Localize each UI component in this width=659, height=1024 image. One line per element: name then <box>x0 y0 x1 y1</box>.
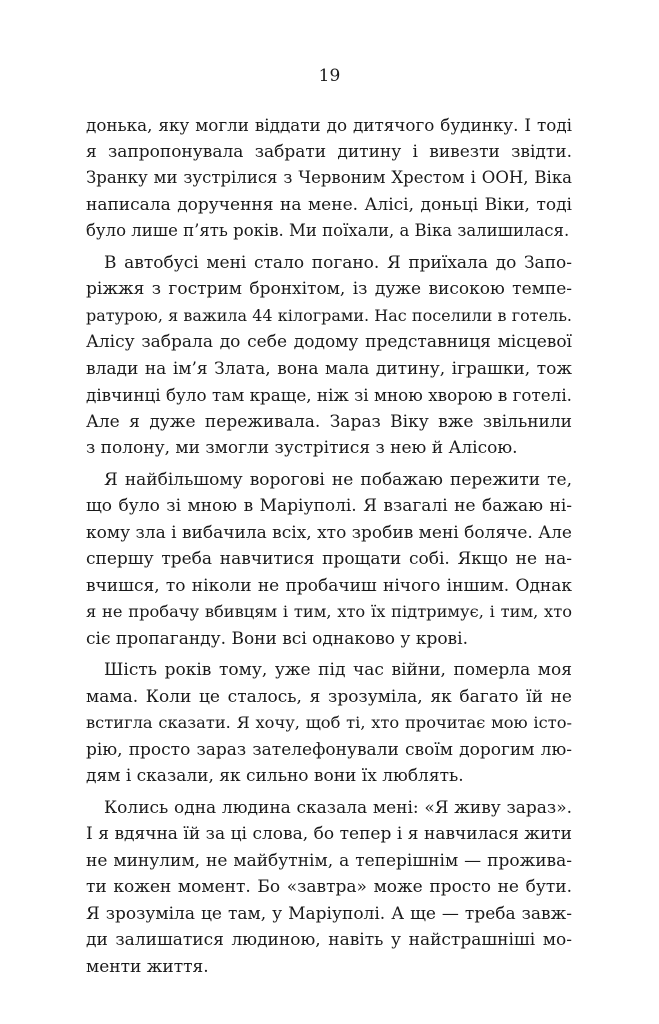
text-line: ріжжя з гострим бронхітом, із дуже високою темпе- <box>86 279 572 299</box>
text-line: з полону, ми змогли зустрітися з нею й Алісою. <box>86 438 518 458</box>
text-line: рію, просто зараз зателефонували своїм дорогим лю- <box>86 739 572 760</box>
body-text <box>86 112 572 980</box>
text-line: кому зла і вибачила всіх, хто зробив мені боляче. Але <box>86 522 572 543</box>
text-line: вчишся, то ніколи не пробачиш нічого іншим. Однак <box>86 575 572 596</box>
page-number: 19 <box>318 66 341 86</box>
text-line: не минулим, не майбутнім, а теперішнім — прожива- <box>86 850 572 871</box>
text-line: Я зрозуміла це там, у Маріуполі. А ще — треба завж- <box>86 903 572 924</box>
text-line: Але я дуже переживала. Зараз Віку вже звільнили <box>86 411 572 432</box>
paragraph <box>86 250 572 462</box>
paragraph <box>86 657 572 790</box>
text-line: сіє пропаганду. Вони всі однаково у крові. <box>86 628 468 649</box>
paragraph <box>86 112 572 245</box>
text-line: Алісу забрала до себе додому представниця місцевої <box>86 332 572 352</box>
text-line: Колись одна людина сказала мені: «Я живу зараз». <box>104 797 572 818</box>
text-line: влади на ім’я Злата, вона мала дитину, іграшки, тож <box>86 358 572 379</box>
text-line: Я найбільшому ворогові не побажаю пережити те, <box>104 469 572 490</box>
text-line: дям і сказали, як сильно вони їх люблять. <box>86 766 464 786</box>
paragraph <box>86 467 572 653</box>
text-line: донька, яку могли віддати до дитячого будинку. І тоді <box>86 115 572 135</box>
text-line: було лише п’ять років. Ми поїхали, а Віка залишилася. <box>86 221 570 240</box>
text-line: я не пробачу вбивцям і тим, хто їх підтримує, і тим, хто <box>86 602 572 621</box>
text-line: я запропонувала забрати дитину і вивезти звідти. <box>86 141 572 162</box>
text-line: ти кожен момент. Бо «завтра» може просто не бути. <box>86 877 572 897</box>
text-line: мама. Коли це сталось, я зрозуміла, як багато їй не <box>86 686 572 707</box>
text-line: що було зі мною в Маріуполі. Я взагалі не бажаю ні- <box>86 496 572 516</box>
text-line: ратурою, я важила 44 кілограми. Нас поселили в готель. <box>86 305 572 325</box>
text-line: менти життя. <box>86 956 209 977</box>
text-line: встигла сказати. Я хочу, щоб ті, хто прочитає мою істо- <box>86 713 572 732</box>
text-line: Шість років тому, уже під час війни, померла моя <box>104 660 572 680</box>
paragraph <box>86 795 572 981</box>
text-line: В автобусі мені стало погано. Я приїхала до Запо- <box>104 252 572 273</box>
text-line: ди залишатися людиною, навіть у найстрашніші мо- <box>86 930 572 950</box>
text-line: дівчинці було там краще, ніж зі мною хворою в готелі. <box>86 385 572 405</box>
text-line: написала доручення на мене. Алісі, доньці Віки, тоді <box>86 194 572 215</box>
text-line: І я вдячна їй за ці слова, бо тепер і я навчилася жити <box>86 824 572 844</box>
text-line: Зранку ми зустрілися з Червоним Хрестом і ООН, Віка <box>86 168 572 187</box>
text-line: спершу треба навчитися прощати собі. Якщо не на- <box>86 549 572 569</box>
